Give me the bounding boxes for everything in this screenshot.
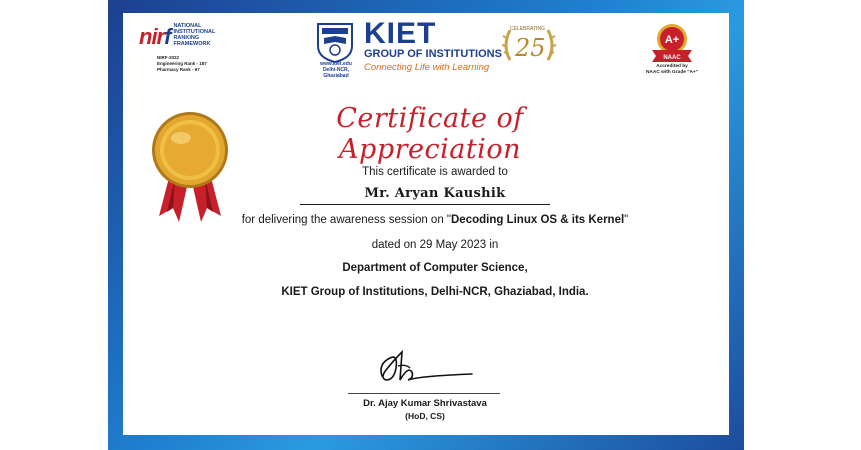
naac-badge <box>638 22 706 80</box>
naac-label: NAAC <box>663 55 681 61</box>
nirf-wordmark: nirf <box>139 24 171 49</box>
institution: KIET Group of Institutions, Delhi-NCR, Ghaziabad, India. <box>281 286 589 298</box>
session-suffix: " <box>624 214 629 226</box>
dated-text: dated on 29 May 2023 in <box>371 239 499 251</box>
nirf-pharmacy-rank: Pharmacy Rank - 97 <box>157 67 200 72</box>
naac-accreditation: Accredited by <box>656 64 688 69</box>
anniversary-seal-icon <box>500 20 558 72</box>
naac-accreditation: NAAC with Grade "A+" <box>645 70 699 75</box>
anniversary-label: CELEBRATING <box>510 26 545 32</box>
awarded-text: This certificate is awarded to <box>362 166 508 178</box>
session-line <box>200 214 670 226</box>
nirf-logo <box>139 23 239 73</box>
kiet-group: GROUP OF INSTITUTIONS <box>364 48 502 60</box>
nirf-year: NIRF-2022 <box>157 55 180 60</box>
kiet-name: KIET <box>364 17 437 50</box>
session-title: Decoding Linux OS & its Kernel <box>451 214 625 226</box>
kiet-tagline: Connecting Life with Learning <box>364 62 490 73</box>
nirf-full-name: NATIONAL <box>173 23 202 29</box>
signatory-name: Dr. Ajay Kumar Shrivastava <box>363 398 487 409</box>
session-prefix: for delivering the awareness session on " <box>241 214 451 226</box>
signature-image <box>372 346 482 390</box>
nirf-full-name: INSTITUTIONAL <box>173 29 216 35</box>
kiet-website: www.kiet.edu <box>320 61 352 67</box>
kiet-location: Delhi-NCR, Ghaziabad <box>322 67 350 79</box>
anniversary-number: 25 <box>515 34 546 62</box>
naac-grade: A+ <box>664 34 680 46</box>
naac-seal-icon <box>638 22 706 64</box>
recipient-underline <box>300 204 550 205</box>
certificate-title: Certificate of Appreciation <box>336 103 524 165</box>
department: Department of Computer Science, <box>342 262 528 274</box>
signatory-role: (HoD, CS) <box>405 411 445 421</box>
signature-line <box>348 393 500 394</box>
recipient-name: Mr. Aryan Kaushik <box>364 186 506 201</box>
nirf-full-name: FRAMEWORK <box>173 41 211 47</box>
nirf-engineering-rank: Engineering Rank - 187 <box>157 61 207 66</box>
nirf-full-name: RANKING <box>173 35 200 41</box>
